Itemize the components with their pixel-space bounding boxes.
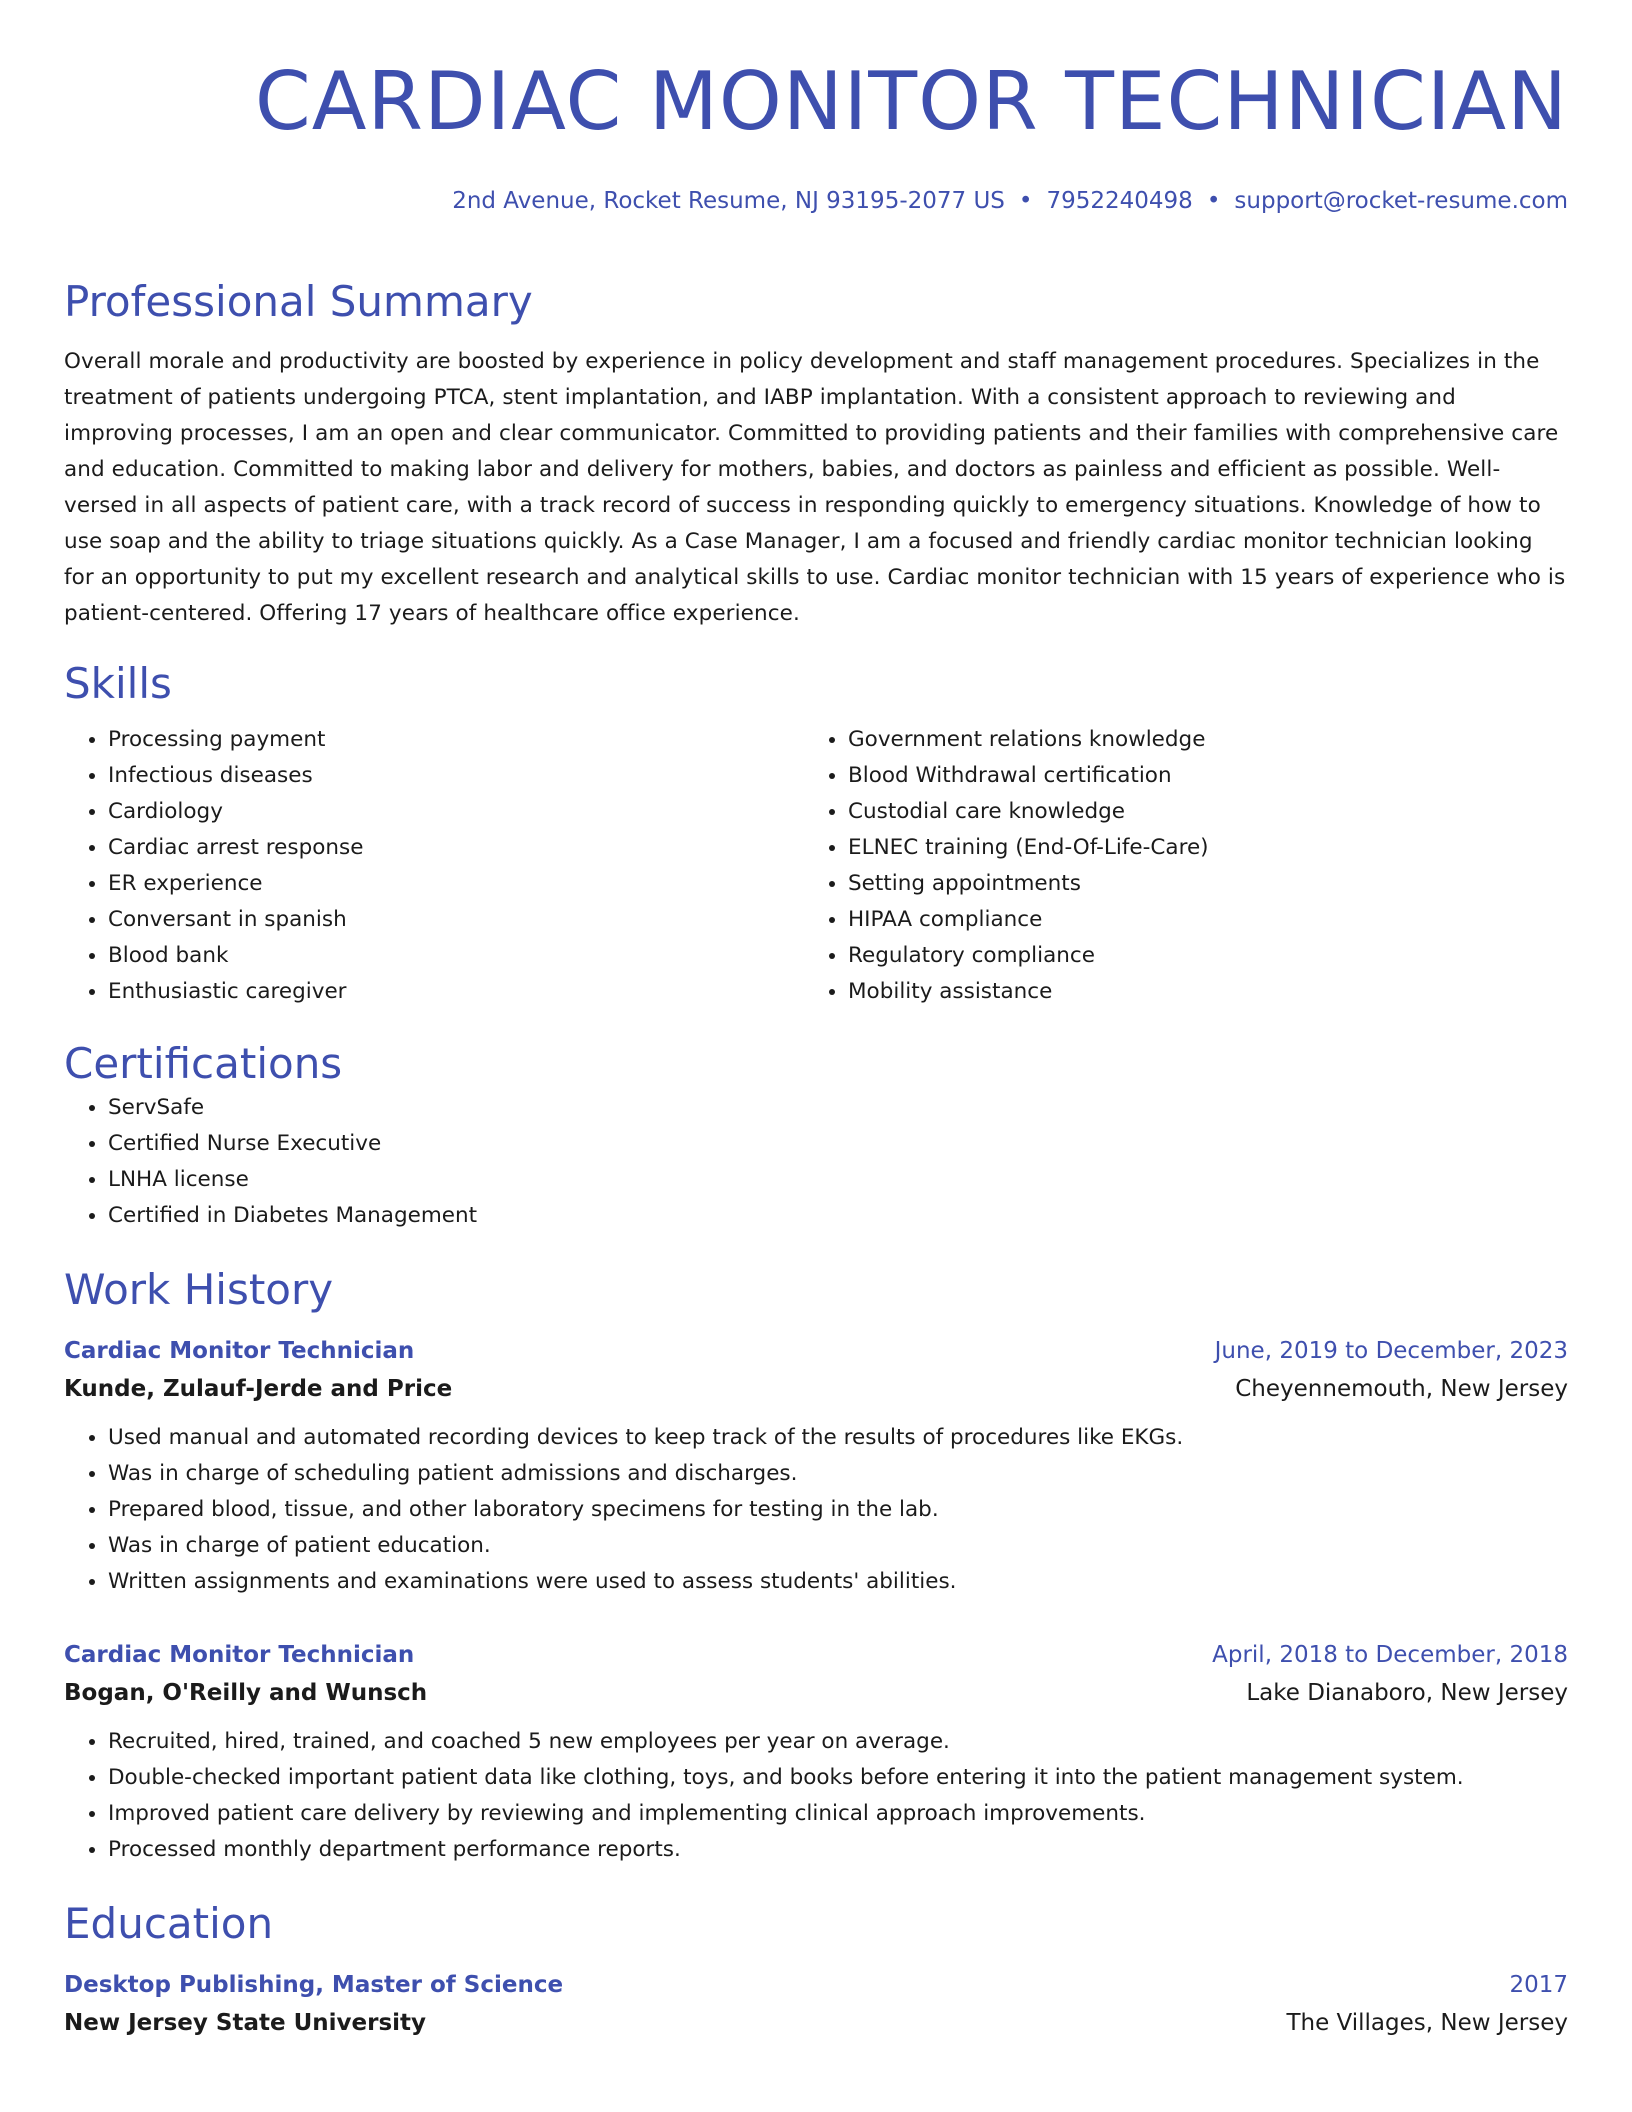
skill-item: • Blood bank: [108, 938, 804, 974]
certification-item: • Certified Nurse Executive: [108, 1126, 1568, 1162]
summary-paragraph: Overall morale and productivity are boosted by experience in policy development and staff management procedures. Specializes in the treatment of patients undergoing PTCA, stent implantation, and IABP implantation. With a consistent approach to reviewing and improving processes, I am an open and clear communicator. Committed to providing patients and their families with comprehensive care and education. Committed to making labor and delivery for mothers, babies, and doctors as painless and efficient as possible. Well-versed in all aspects of patient care, with a track record of success in responding quickly to emergency situations. Knowledge of how to use soap and the ability to triage situations quickly. As a Case Manager, I am a focused and friendly cardiac monitor technician looking for an opportunity to put my excellent research and analytical skills to use. Cardiac monitor technician with 15 years of experience who is patient-centered. Offering 17 years of healthcare office experience.: [64, 349, 1566, 626]
company-name: Kunde, Zulauf-Jerde and Price: [64, 1376, 453, 1402]
job-bullet: • Double-checked important patient data like clothing, toys, and books before entering it into the patient management system.: [108, 1760, 1568, 1796]
job-bullet: • Processed monthly department performance reports.: [108, 1832, 1568, 1868]
work-history-heading: Work History: [64, 1265, 334, 1314]
job-bullet: • Recruited, hired, trained, and coached 5 new employees per year on average.: [108, 1724, 1568, 1760]
job-entry: [64, 1636, 1568, 1868]
work-history-section: [64, 1264, 1568, 1868]
certification-item: • Certified in Diabetes Management: [108, 1198, 1568, 1234]
skill-item: • Cardiology: [108, 794, 804, 830]
school-location: The Villages, New Jersey: [1286, 2010, 1568, 2036]
skill-item: • HIPAA compliance: [848, 902, 1544, 938]
education-heading: Education: [64, 1899, 274, 1948]
skill-item: • Infectious diseases: [108, 758, 804, 794]
education-entry: [64, 1966, 1568, 2042]
certification-item: • ServSafe: [108, 1090, 1568, 1126]
skill-item: • Government relations knowledge: [848, 722, 1544, 758]
certifications-list: [64, 1090, 1568, 1234]
skills-list-left: [64, 722, 804, 1010]
skill-item: • Setting appointments: [848, 866, 1544, 902]
skills-column-left: [64, 722, 804, 1010]
skill-item: • Processing payment: [108, 722, 804, 758]
job-bullets: [64, 1420, 1568, 1600]
skill-item: • Custodial care knowledge: [848, 794, 1544, 830]
summary-section: [64, 276, 1568, 632]
job-bullet: • Improved patient care delivery by reviewing and implementing clinical approach improvements.: [108, 1796, 1568, 1832]
job-location: Cheyennemouth, New Jersey: [1235, 1376, 1568, 1402]
school-row: [64, 2004, 1568, 2042]
phone-text: 7952240498: [1046, 188, 1193, 214]
education-section: [64, 1898, 1568, 2042]
certification-item: • LNHA license: [108, 1162, 1568, 1198]
job-bullet: • Written assignments and examinations were used to assess students' abilities.: [108, 1564, 1568, 1600]
job-company-row: [64, 1674, 1568, 1712]
job-title: Cardiac Monitor Technician: [64, 1642, 415, 1668]
job-company-row: [64, 1370, 1568, 1408]
skill-item: • Conversant in spanish: [108, 902, 804, 938]
skills-column-right: [804, 722, 1544, 1010]
degree-name: Desktop Publishing, Master of Science: [64, 1972, 564, 1998]
email-link[interactable]: support@rocket-resume.com: [1234, 188, 1568, 214]
skill-item: • Blood Withdrawal certification: [848, 758, 1544, 794]
degree-row: [64, 1966, 1568, 2004]
skill-item: • Regulatory compliance: [848, 938, 1544, 974]
graduation-year: 2017: [1509, 1972, 1568, 1998]
certifications-heading: Certifications: [64, 1039, 343, 1088]
skill-item: • Enthusiastic caregiver: [108, 974, 804, 1010]
job-dates: June, 2019 to December, 2023: [1214, 1338, 1568, 1364]
candidate-title: CARDIAC MONITOR TECHNICIAN: [254, 55, 1568, 148]
company-name: Bogan, O'Reilly and Wunsch: [64, 1680, 428, 1706]
skill-item: • ELNEC training (End-Of-Life-Care): [848, 830, 1544, 866]
job-bullets: [64, 1724, 1568, 1868]
certifications-section: [64, 1038, 1568, 1234]
job-entry: [64, 1332, 1568, 1600]
job-location: Lake Dianaboro, New Jersey: [1246, 1680, 1568, 1706]
skill-item: • Cardiac arrest response: [108, 830, 804, 866]
job-bullet: • Prepared blood, tissue, and other laboratory specimens for testing in the lab.: [108, 1492, 1568, 1528]
resume-header: [64, 0, 1568, 216]
skills-grid: [64, 722, 1568, 1010]
skill-item: • Mobility assistance: [848, 974, 1544, 1010]
skill-item: • ER experience: [108, 866, 804, 902]
address-text: 2nd Avenue, Rocket Resume, NJ 93195-2077 US: [452, 188, 1005, 214]
job-bullet: • Was in charge of patient education.: [108, 1528, 1568, 1564]
job-title-row: [64, 1332, 1568, 1370]
skills-list-right: [804, 722, 1544, 1010]
contact-line: [64, 186, 1568, 216]
separator-dot: •: [1018, 188, 1033, 214]
job-dates: April, 2018 to December, 2018: [1212, 1642, 1568, 1668]
job-title: Cardiac Monitor Technician: [64, 1338, 415, 1364]
school-name: New Jersey State University: [64, 2010, 427, 2036]
skills-section: [64, 658, 1568, 1010]
summary-heading: Professional Summary: [64, 277, 533, 326]
job-title-row: [64, 1636, 1568, 1674]
job-bullet: • Used manual and automated recording devices to keep track of the results of procedures like EKGs.: [108, 1420, 1568, 1456]
job-bullet: • Was in charge of scheduling patient admissions and discharges.: [108, 1456, 1568, 1492]
separator-dot: •: [1206, 188, 1221, 214]
skills-heading: Skills: [64, 659, 172, 708]
